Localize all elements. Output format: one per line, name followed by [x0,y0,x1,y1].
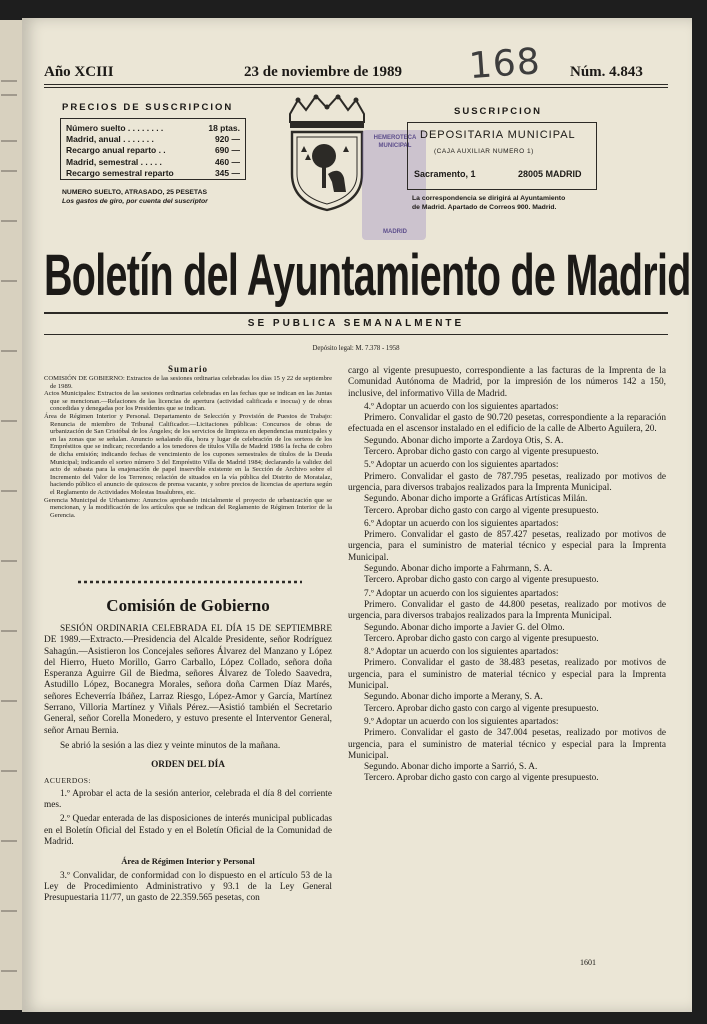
agreement-item: 9.º Adoptar un acuerdo con los siguientes apartados: [364,716,559,727]
paragraph: Primero. Convalidar el gasto de 787.795 pesetas, realizado por motivos de urgencia, para diversos trabajos realizados para la Imprenta Municipal. [348,471,666,493]
summary-item: COMISIÓN DE GOBIERNO: Extractos de las sesiones ordinarias celebradas los días 15 y 22 de septiembre de 1989. [44,375,332,390]
issue-number: Núm. 4.843 [570,64,643,80]
paragraph: Primero. Convalidar el gasto de 38.483 pesetas, realizado por motivos de urgencia, para el suministro de material técnico y especial para la Imprenta Municipal. [348,658,666,692]
correspondence-note: La correspondencia se dirigirá al Ayuntamiento [412,195,566,202]
price-row: Recargo semestral reparto 345 — [66,167,240,178]
page-number: 1601 [580,958,596,967]
office-zip: 28005 MADRID [518,169,582,179]
prices-box [60,118,246,180]
dotted-divider [78,578,302,586]
subscription-box [407,122,597,190]
previous-page-edge [0,20,22,1010]
paragraph: Segundo. Abonar dicho importe a Sarrió, S. A. [364,762,538,773]
masthead-title: Boletín del Ayuntamiento de Madrid [44,243,691,308]
coat-of-arms-icon [284,94,370,212]
paragraph: Primero. Convalidar el gasto de 347.004 pesetas, realizado por motivos de urgencia, para el suministro de material técnico y especial para la Imprenta Municipal. [348,728,666,761]
session-intro: SESIÓN ORDINARIA CELEBRADA EL DÍA 15 DE SEPTIEMBRE DE 1989.—Extracto.—Presidencia del Alcalde Presidente, señor Rodríguez Sahagún.—Asistieron los Concejales señores Álvarez del Manzano y López del Hierro, Hueto Morillo, Garro Carballo, López Collado, señora doña Esperanza Aguirre Gil de Biedma, señores Álvarez de Toledo Saavedra, Astudillo López, Bocanegra Morales, señora doña Carmen Díaz Marés, señores Echeverría Ibáñez, Larraz Riesgo, López-Amor y García, Martínez Serrano, Villoria Martínez y Viñals Pérez.—Asistió también el Secretario General, señor Corella Monedero, y estuvo presente el Interventor General, señor Arnau Bernia. [44,624,332,736]
paragraph: Segundo. Abonar dicho importe a Merany, S. A. [364,692,543,703]
summary-list [44,375,332,519]
office-name: DEPOSITARIA MUNICIPAL [420,129,576,141]
office-street: Sacramento, 1 [414,169,476,179]
area-heading: Área de Régimen Interior y Personal [121,856,255,867]
price-row: Recargo anual reparto . . 690 — [66,145,240,156]
year-label: Año XCIII [44,64,114,80]
price-row: Madrid, semestral . . . . . 460 — [66,156,240,167]
tagline-rule [44,334,668,335]
agreement-item: 4.º Adoptar un acuerdo con los siguientes apartados: [364,401,559,412]
handwritten-number: 168 [467,41,543,88]
paragraph: Tercero. Aprobar dicho gasto con cargo al vigente presupuesto. [364,773,599,784]
stamp-text: HEMEROTECA MUNICIPAL MADRID [373,135,417,235]
summary-item: Gerencia Municipal de Urbanismo: Anuncios aprobando inicialmente el proyecto de urbanización que se mencionan, y la modificación de los artículos que se indican del Reglamento de Régimen Interior de la Gerencia. [44,496,332,519]
office-sub: (CAJA AUXILIAR NUMERO 1) [434,148,534,155]
agreement-item: 2.º Quedar enterada de las disposiciones de interés municipal publicadas en el Boletín Oficial del Estado y en el Boletín Oficial de la Comunidad de Madrid. [44,814,332,848]
price-row: Número suelto . . . . . . . . 18 ptas. [66,123,240,133]
tagline: SE PUBLICA SEMANALMENTE [247,318,465,329]
paragraph: Segundo. Abonar dicho importe a Zardoya Otis, S. A. [364,435,564,446]
acuerdos-heading: ACUERDOS: [44,775,92,785]
subscription-title: SUSCRIPCION [454,106,542,117]
left-column-text [44,624,332,905]
prices-note: NUMERO SUELTO, ATRASADO, 25 PESETAS [62,189,208,196]
paragraph: Tercero. Aprobar dicho gasto con cargo al vigente presupuesto. [364,447,599,458]
session-opening: Se abrió la sesión a las diez y veinte minutos de la mañana. [60,740,281,751]
legal-deposit: Depósito legal: M. 7.378 - 1958 [312,345,400,352]
price-row: Madrid, anual . . . . . . . 920 — [66,134,240,145]
paragraph: Primero. Convalidar el gasto de 857.427 pesetas, realizado por motivos de urgencia, para el suministro de material técnico y especial para la Imprenta Municipal. [348,530,666,563]
masthead-rule [44,312,668,314]
summary-item: Actos Municipales: Extractos de las sesiones ordinarias celebradas en las fechas que se indican en las Juntas que se mencionan.—Relaciones de las licencias de apertura (actividad calificada e inocua) y de obras concedidas y denegadas por los Presidentes que se indican. [44,390,332,413]
newspaper-page [22,18,692,1012]
paragraph: Tercero. Aprobar dicho gasto con cargo al vigente presupuesto. [364,505,599,516]
paragraph: Primero. Convalidar el gasto de 90.720 pesetas, correspondiente a la reparación efectuada en el ascensor instalado en el edificio de la calle de Alberto Aguilera, 20. [348,413,666,435]
paragraph: cargo al vigente presupuesto, correspondiente a las facturas de la Imprenta de la Comunidad Autónoma de Madrid, por la impresión de los números 142 a 150, inclusive, del informativo Villa de Madrid. [348,366,666,399]
agreement-item: 3.º Convalidar, de conformidad con lo dispuesto en el artículo 53 de la Ley de Procedimiento Administrativo y 93.1 de la Ley General Presupuestaria 11/77, un gasto de 22.359.565 pesetas, con [44,870,332,904]
paragraph: Tercero. Aprobar dicho gasto con cargo al vigente presupuesto. [364,633,599,644]
agreement-item: 6.º Adoptar un acuerdo con los siguientes apartados: [364,518,559,529]
agreement-item: 7.º Adoptar un acuerdo con los siguientes apartados: [364,588,559,599]
header-rule-2 [44,87,668,88]
paragraph: Segundo. Abonar dicho importe a Fahrmann, S. A. [364,564,553,575]
header-rule [44,84,668,85]
right-column-text [348,366,666,785]
summary-title: Sumario [167,364,208,374]
agreement-item: 5.º Adoptar un acuerdo con los siguientes apartados: [364,460,559,471]
paragraph: Segundo. Abonar dicho importe a Javier G. del Olmo. [364,622,565,633]
agreement-item: 8.º Adoptar un acuerdo con los siguientes apartados: [364,647,559,658]
summary-item: Área de Régimen Interior y Personal. Departamento de Selección y Provisión de Puestos de Trabajo: Renuncia de miembro de Tribunal Calificador.—Licitaciones públicas: Concursos de obras de urbanización de San Cristóbal de los Ángeles; de los servicios de limpieza en dependencias municipales y en las zonas que se señalan. Anuncio señalando día, hora y lugar de celebración de los sorteos de los Empréstitos que se indican; recordando a los tenedores de títulos Villa de Madrid 1986 la fecha de cobro de dicha emisión; indicando fechas de vencimiento de los cupones semestrales de títulos de la Deuda Municipal; indicando el sorteo número 3 del Empréstito Villa de Madrid 1984; declarando la validez del acto de subasta para la enajenación de papel inservible existente en la Sección de Archivo sobre el Incremento del Valor de los Terrenos; relación de situados en la vía pública del Distrito de Moratalaz, haciendo público el anuncio de quioscos de prensa vacante, y sobre precios de licencias de apertura según el Reglamento de Actividades Molestas Insalubres, etc. [44,412,332,496]
agreement-item: 1.º Aprobar el acta de la sesión anterior, celebrada el día 8 del corriente mes. [44,788,332,811]
paragraph: Segundo. Abonar dicho importe a Gráficas Artísticas Milán. [364,494,588,505]
section-title: Comisión de Gobierno [106,596,270,615]
order-heading: ORDEN DEL DÍA [151,760,225,771]
prices-title: PRECIOS DE SUSCRIPCION [62,102,234,113]
paragraph: Tercero. Aprobar dicho gasto con cargo al vigente presupuesto. [364,575,599,586]
paragraph: Tercero. Aprobar dicho gasto con cargo al vigente presupuesto. [364,703,599,714]
issue-date: 23 de noviembre de 1989 [244,64,403,80]
paragraph: Primero. Convalidar el gasto de 44.800 pesetas, realizado por motivos de urgencia, para diversos trabajos realizados para la Imprenta Municipal. [348,599,666,622]
prices-note-2: Los gastos de giro, por cuenta del suscriptor [62,198,208,205]
correspondence-note-2: de Madrid. Apartado de Correos 900. Madrid. [412,204,557,211]
